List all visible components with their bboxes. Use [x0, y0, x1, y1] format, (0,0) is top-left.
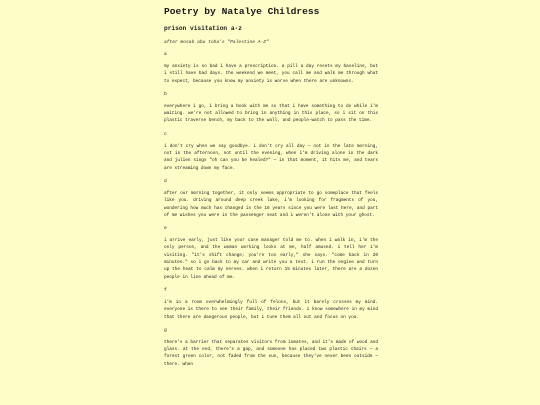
- section-letter: g: [164, 327, 167, 333]
- section-letter: e: [164, 226, 167, 232]
- section-text: my anxiety is so bad i have a prescription. a pill a day resets my baseline, but i still have bad days. the weekend we meet, you call me and walk me through what to expect, because you know my anxiety is worse when there are unknowns.: [164, 64, 378, 84]
- section-letter: f: [164, 287, 167, 293]
- section-text: i don't cry when we say goodbye. i don't cry all day — not in the late morning, not in the afternoon, not until the evening, when i'm driving alone in the dark and julien sings "oh can you be healed?" — in that moment, it hits me, and tears are streaming down my face.: [164, 143, 378, 171]
- poem-section-f: [164, 288, 378, 321]
- content-column: [164, 5, 378, 368]
- section-text: after our morning together, it only seems appropriate to go someplace that feels like you. driving around deep creek lake, i'm looking for fragments of you, wondering how much has changed in the 16 years since you were last here, and part of me wishes you were in the passenger seat and i weren't alone with your ghost.: [164, 190, 378, 218]
- section-letter: a: [164, 52, 167, 57]
- section-text: there's a barrier that separates visitors from inmates, and it's made of wood and glass. at the end, there's a gap, and someone has placed two plastic chairs — a forest green color, not faded from the sun, because they've never been outside — there. when: [164, 339, 378, 367]
- poem-section-e: [164, 226, 378, 281]
- section-text: i'm in a room overwhelmingly full of felons, but it barely crosses my mind. everyone is there to see their family, their friends. i know somewhere in my mind that there are dangerous people, but i tune them all out and focus on you.: [164, 299, 378, 320]
- section-text: everywhere i go, i bring a book with me so that i have something to do while i'm waiting. we're not allowed to bring in anything in this place, so i sit on this plastic traverse bench, my back to the wall, and people-watch to pass the time.: [164, 103, 378, 124]
- poem-section-c: [164, 132, 378, 172]
- section-letter: b: [164, 91, 167, 97]
- site-title[interactable]: Poetry by Natalye Childress: [164, 6, 320, 17]
- poem-section-g: [164, 328, 378, 368]
- poem-epigraph: after mosab abu toha's "Palestine A-Z": [164, 40, 269, 45]
- section-letter: c: [164, 131, 167, 137]
- poem-section-a: [164, 52, 378, 85]
- poem-section-d: [164, 179, 378, 219]
- page-scrollbar[interactable]: [535, 0, 540, 405]
- section-text: i arrive early, just like your case manager told me to. when i walk in, i'm the only person, and the woman working looks at me, half amused. i tell her i'm visiting. "it's shift change; you're too early," she says. "come back in 20 minutes." so i go back to my car and write you a text. i run the engine and turn up the heat to calm my nerves. when i return 15 minutes later, there are a dozen people in line ahead of me.: [164, 238, 378, 280]
- section-letter: d: [164, 178, 167, 184]
- poem-section-b: [164, 92, 378, 125]
- poem-title[interactable]: prison visitation a-z: [164, 25, 242, 32]
